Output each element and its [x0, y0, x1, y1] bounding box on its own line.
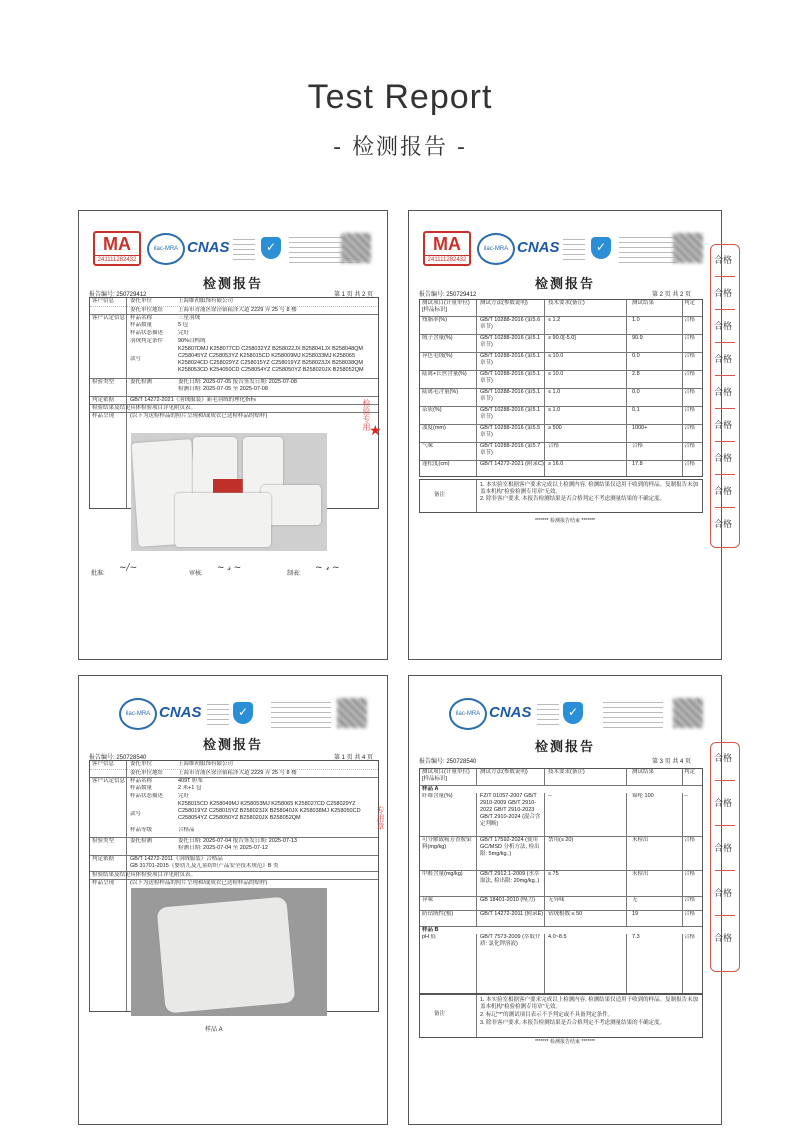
pass-separator	[715, 375, 735, 376]
cell-req: ≥ 16.0	[548, 461, 564, 467]
approver-signature: ~/~	[119, 563, 138, 573]
cell-verdict: --	[684, 793, 688, 799]
table-row	[420, 370, 702, 389]
pass-label: 合格	[714, 454, 733, 464]
cell-method: GB/T 10288-2016 (第5.1章节)	[480, 389, 541, 402]
cell-result: 0.0	[632, 353, 640, 359]
cell-req: 无异味	[548, 897, 565, 903]
cell-method: GB/T 10288-2016 (第5.5章节)	[480, 425, 541, 438]
cell-item: 纤维含量(%)	[422, 793, 453, 799]
maker-signature: ~ 𝓇 ~	[315, 563, 340, 573]
cell-result: 19	[632, 911, 639, 917]
page-subtitle: - 检测报告 -	[333, 135, 467, 160]
cell-method: GB/T 10288-2016 (第5.7章节)	[480, 443, 541, 456]
contact-text	[603, 702, 663, 728]
note-2: 2. 标记"*"的测试项目表示不予判定或不具备判定条件。	[480, 1012, 614, 1018]
table-row	[420, 836, 702, 871]
pass-label: 合格	[714, 322, 733, 332]
pass-label: 合格	[714, 754, 733, 764]
cell-req: ≤ 10.0	[548, 353, 564, 359]
page-number: 第 1 页 共 4 页	[333, 755, 373, 761]
maker-label: 制表:	[287, 571, 301, 577]
pass-separator	[715, 342, 735, 343]
cert-text	[207, 704, 229, 728]
report-doc-4	[408, 675, 722, 1125]
cell-req: 钻绒根数 ≤ 50	[548, 911, 583, 917]
approver-label: 批准:	[91, 571, 105, 577]
cell-result: 合格	[632, 443, 644, 449]
stamp-text: 检验专用	[362, 399, 371, 431]
pass-label: 合格	[714, 889, 733, 899]
report-number: 报告编号: 250728540	[89, 755, 147, 761]
ilac-mra-logo: ilac-MRA	[119, 698, 157, 730]
pass-label: 合格	[714, 289, 733, 299]
cell-method: FZ/T 01057-2007 GB/T 2910-2009 GB/T 2910-2022 GB/T 2910-2023 GB/T 2910-2024 (混合含定判断)	[480, 793, 541, 827]
section-label: 样品 B	[420, 926, 702, 934]
table-row	[420, 388, 702, 407]
report-doc-3	[78, 675, 388, 1125]
cell-item: 气味	[422, 443, 434, 449]
sample-photo	[131, 433, 327, 551]
cell-req: ≤ 1.0	[548, 389, 561, 395]
table-row	[420, 896, 702, 911]
note-1: 1. 本实验室根据客户要求完成以上检测内容, 检测结果仅适用于收到的样品。复制报告未加盖本机构"检验检测专用章"无效。	[480, 997, 699, 1010]
report-title: 检测报告	[534, 276, 595, 291]
logo-bar	[93, 229, 373, 269]
cell-verdict: 合格	[684, 389, 696, 395]
results-table	[419, 299, 703, 477]
notes-box: 备注 1. 本实验室根据客户要求完成以上检测内容, 检测结果仅适用于收到的样品。复制报告未加盖本机构"检验检测专用章"无效。 2. 标记"*"的测试项目表示不予判定或不具备判定条件。 3. 除非客户要求, 本报告检测结果是否合格判定不考虑测量结果的不确定度。	[419, 994, 703, 1038]
contact-text	[619, 237, 679, 263]
pass-separator	[715, 870, 735, 871]
qr-code	[673, 698, 703, 728]
cell-method: GB/T 2912.1-2009 (水萃取法, 检出限: 20mg/kg。)	[480, 871, 540, 884]
cell-item: 残脂率(%)	[422, 317, 448, 323]
page-title: Test Report	[307, 78, 493, 116]
cell-item: 陆禽+长丝含量(%)	[422, 371, 467, 377]
cell-verdict: 合格	[684, 353, 696, 359]
cell-method: GB/T 10288-2016 (第5.1章节)	[480, 353, 541, 366]
pass-label: 合格	[714, 388, 733, 398]
cell-method: GB/T 14272-2021 (附录C)	[480, 461, 544, 467]
cell-method: GB/T 10288-2016 (第5.1章节)	[480, 371, 541, 384]
qr-code	[673, 233, 703, 263]
cell-item: 可分解致癌芳香胺染料(mg/kg)	[422, 837, 472, 850]
cell-item: 杂质(%)	[422, 407, 442, 413]
report-number: 报告编号: 250728540	[419, 759, 477, 765]
cell-verdict: 合格	[684, 897, 696, 903]
cell-verdict: 合格	[684, 335, 696, 341]
cell-item: 异味	[422, 897, 434, 903]
cell-result: 1.0	[632, 317, 640, 323]
qr-code	[337, 698, 367, 728]
table-row	[420, 870, 702, 897]
cell-result: 锦纶 100	[632, 793, 654, 799]
notes-box: 备注 1. 本实验室根据客户要求完成以上检测内容, 检测结果仅适用于收到的样品。复制报告未加盖本机构"检验检测专用章"无效。 2. 除非客户要求, 本报告检测结果是否合格判定不考虑测量结果的不确定度。	[419, 479, 703, 513]
cell-method: GB/T 10288-2016 (第5.6章节)	[480, 317, 541, 330]
cell-item: 甲醛含量(mg/kg)	[422, 871, 463, 877]
info-table: 客户信息 委托单位 上海维初服饰有限公司 委托单位地址 上海市青浦区徐泾镇崧泽大道 2229 弄 25 号 8 楼 客户认定信息 样品名称 409T 胆布 样品数量 2 米+1 包 样品状态描述 完好 款号 K258015CD K258049MJ K258053MJ K258065 K258027CD C258029YZ C258019YZ C258015YZ B258023JX B258040JX K258038MJ K258050CD C258054YZ C258050YZ B258020JX B258052QM 样品等级 合格品 检验类型 委托检测 委托日期: 2025-07-04 报告签发日期: 2025-07-13 检测日期: 2025-07-04 至 2025-07-12 判定依据 GB/T 14272-2011《羽绒服装》合格品 GB 31701-2015《婴幼儿及儿童纺织产品安全技术规范》B 类 检验结果及结论 具体检验项目详见附页表。 样品呈现 (以下为送检样品的照片呈现和/或成衣已送检样品的贴样)	[89, 760, 379, 1012]
pass-separator	[715, 915, 735, 916]
ilac-mra-logo: ilac-MRA	[477, 233, 515, 265]
pass-label: 合格	[714, 799, 733, 809]
cell-verdict: 合格	[684, 317, 696, 323]
pass-column-1	[710, 244, 740, 548]
pass-separator	[715, 507, 735, 508]
cell-method: GB/T 17592-2024 (使用 GC/MSD 分析方法, 检出限: 5mg/kg。)	[480, 837, 540, 857]
cma-logo: MA 241111282432	[93, 231, 141, 266]
ilac-mra-logo: ilac-MRA	[449, 698, 487, 730]
pass-separator	[715, 276, 735, 277]
page-number: 第 2 页 共 2 页	[651, 292, 691, 298]
cert-text	[563, 239, 585, 263]
cell-method: GB 18401-2010 (嗅力)	[480, 897, 536, 903]
pass-label: 合格	[714, 520, 733, 530]
pass-label: 合格	[714, 934, 733, 944]
cell-verdict: 合格	[684, 461, 696, 467]
table-row	[420, 933, 702, 952]
report-title: 检测报告	[202, 276, 263, 291]
qr-code	[341, 233, 371, 263]
cell-method: GB/T 10288-2016 (第5.1章节)	[480, 407, 541, 420]
stamp-icon: ★	[369, 424, 382, 439]
cell-req: ≥ 90.0[-5.0]	[548, 335, 576, 341]
report-end: ******* 检测报告结束 *******	[534, 1039, 596, 1045]
cell-method: GB/T 14272-2011 (附录E)	[480, 911, 544, 917]
cell-result: 未检出	[632, 837, 649, 843]
cell-item: 陆禽毛含量(%)	[422, 389, 459, 395]
cell-verdict: 合格	[684, 911, 696, 917]
contact-text	[271, 702, 331, 728]
report-title: 检测报告	[534, 739, 595, 754]
shield-icon: ✓	[591, 237, 611, 259]
cell-req: 4.0~8.5	[548, 934, 567, 940]
logo-bar	[423, 229, 707, 269]
cell-req: 合格	[548, 443, 560, 449]
cell-verdict: 合格	[684, 837, 696, 843]
cell-result: 2.8	[632, 371, 640, 377]
cell-method: GB/T 7573-2009 (萃取介质: 氯化钾溶液)	[480, 934, 541, 947]
cell-req: 禁用(≤ 20)	[548, 837, 574, 843]
cell-verdict: 合格	[684, 425, 696, 431]
cell-item: 蓬松度(cm)	[422, 461, 450, 467]
cnas-logo: CNAS	[159, 704, 202, 721]
pass-label: 合格	[714, 256, 733, 266]
pass-separator	[715, 441, 735, 442]
cell-item: pH 值	[422, 934, 437, 940]
note-1: 1. 本实验室根据客户要求完成以上检测内容, 检测结果仅适用于收到的样品。复制报告未加盖本机构"检验检测专用章"无效。	[480, 482, 699, 495]
report-doc-1	[78, 210, 388, 660]
cell-result: 0.0	[632, 389, 640, 395]
cell-req: ≤ 1.0	[548, 407, 561, 413]
table-row	[420, 442, 702, 461]
pass-separator	[715, 474, 735, 475]
cell-req: ≥ 500	[548, 425, 562, 431]
table-row	[420, 406, 702, 425]
cell-req: ≤ 75	[548, 871, 559, 877]
section-label: 样品 A	[420, 785, 702, 793]
pass-label: 合格	[714, 487, 733, 497]
table-row	[420, 316, 702, 335]
table-row	[420, 352, 702, 371]
cell-req: ≤ 1.2	[548, 317, 561, 323]
cell-verdict: 合格	[684, 871, 696, 877]
table-row	[420, 424, 702, 443]
cell-item: 防钻绒性(根)	[422, 911, 454, 917]
table-header: 测试项目(计量单位)[样品标识] 测试方法(参数说明) 技术要求(备注) 测试结果 判定	[422, 769, 696, 782]
report-number: 报告编号: 250729412	[419, 292, 477, 298]
shield-icon: ✓	[261, 237, 281, 259]
cell-verdict: 合格	[684, 371, 696, 377]
cnas-logo: CNAS	[187, 239, 230, 256]
logo-bar	[423, 694, 707, 734]
cell-result: 17.8	[632, 461, 643, 467]
shield-icon: ✓	[563, 702, 583, 724]
pass-label: 合格	[714, 421, 733, 431]
cell-result: 90.9	[632, 335, 643, 341]
cell-method: GB/T 10288-2016 (第5.1章节)	[480, 335, 541, 348]
cell-verdict: 合格	[684, 934, 696, 940]
pass-label: 合格	[714, 355, 733, 365]
cell-verdict: 合格	[684, 443, 696, 449]
pass-separator	[715, 309, 735, 310]
report-doc-2	[408, 210, 722, 660]
reviewer-label: 审核:	[189, 571, 203, 577]
cert-text	[233, 239, 255, 263]
cell-result: 1000+	[632, 425, 648, 431]
logo-bar	[93, 694, 373, 734]
cell-item: 浊度(mm)	[422, 425, 446, 431]
cell-result: 7.3	[632, 934, 640, 940]
results-table	[419, 768, 703, 994]
ilac-mra-logo: ilac-MRA	[147, 233, 185, 265]
cma-logo: MA 241111282432	[423, 231, 471, 266]
cell-verdict: 合格	[684, 407, 696, 413]
page-number: 第 3 页 共 4 页	[651, 759, 691, 765]
report-title: 检测报告	[202, 737, 263, 752]
sample-photo	[131, 888, 327, 1016]
pass-separator	[715, 825, 735, 826]
reviewer-signature: ~ 𝓈 ~	[217, 563, 242, 573]
table-row	[420, 910, 702, 927]
cell-req: --	[548, 793, 552, 799]
cell-req: ≤ 10.0	[548, 371, 564, 377]
cnas-logo: CNAS	[489, 704, 532, 721]
cell-result: 0.1	[632, 407, 640, 413]
table-row	[420, 460, 702, 477]
cnas-logo: CNAS	[517, 239, 560, 256]
note-2: 2. 除非客户要求, 本报告检测结果是否合格判定不考虑测量结果的不确定度。	[480, 496, 666, 502]
pass-column-2	[710, 742, 740, 972]
pass-separator	[715, 408, 735, 409]
table-row	[420, 792, 702, 837]
report-end: ******* 检测报告结束 *******	[534, 518, 596, 524]
cell-result: 无	[632, 897, 638, 903]
page-number: 第 1 页 共 2 页	[333, 292, 373, 298]
pass-separator	[715, 780, 735, 781]
info-table: 客户信息 委托单位 上海维初服饰有限公司 委托单位地址 上海市青浦区徐泾镇崧泽大道 2229 弄 25 号 8 楼 客户认定信息 样品名称 三星羽绒 样品数量 5 包 样品状态描述 完好 羽绒判定条件 90%白鸭绒 款号 K25807DMJ K258077CD C258032YZ B258022JX B258041JX B258048QM C258045YZ C258053YZ K258015CD K258009MJ K258033MJ K258065 K258024CD C258029YZ C258015YZ C258019YZ B258023JX B258038QM K258053CD K254050CD C258054YZ C258050YZ B258020JX B258052QM 检验类型 委托检测 委托日期: 2025-07-05 报告签发日期: 2025-07-08 检测日期: 2025-07-05 至 2025-07-08 判定依据 GB/T 14272-2021《羽绒服装》新毛羽绒的理化指标 检验结果及结论 具体检验项目详见附页表。 样品呈现 (以下为送检样品的照片呈现和/或成衣已送检样品的贴样)	[89, 297, 379, 509]
photo-caption: 样品 A	[205, 1027, 223, 1033]
report-number: 报告编号: 250729412	[89, 292, 147, 298]
note-3: 3. 除非客户要求, 本报告检测结果是否合格判定不考虑测量结果的不确定度。	[480, 1020, 666, 1026]
cell-result: 未检出	[632, 871, 649, 877]
pass-label: 合格	[714, 844, 733, 854]
table-row	[420, 334, 702, 353]
cert-text	[537, 704, 559, 728]
cell-item: 异色毛绒(%)	[422, 353, 453, 359]
table-header: 测试项目(计量单位)[样品标识] 测试方法(参数说明) 技术要求(备注) 测试结果 判定	[422, 300, 696, 313]
shield-icon: ✓	[233, 702, 253, 724]
stamp-text: 专用章	[376, 806, 385, 830]
cell-item: 绒子含量(%)	[422, 335, 453, 341]
